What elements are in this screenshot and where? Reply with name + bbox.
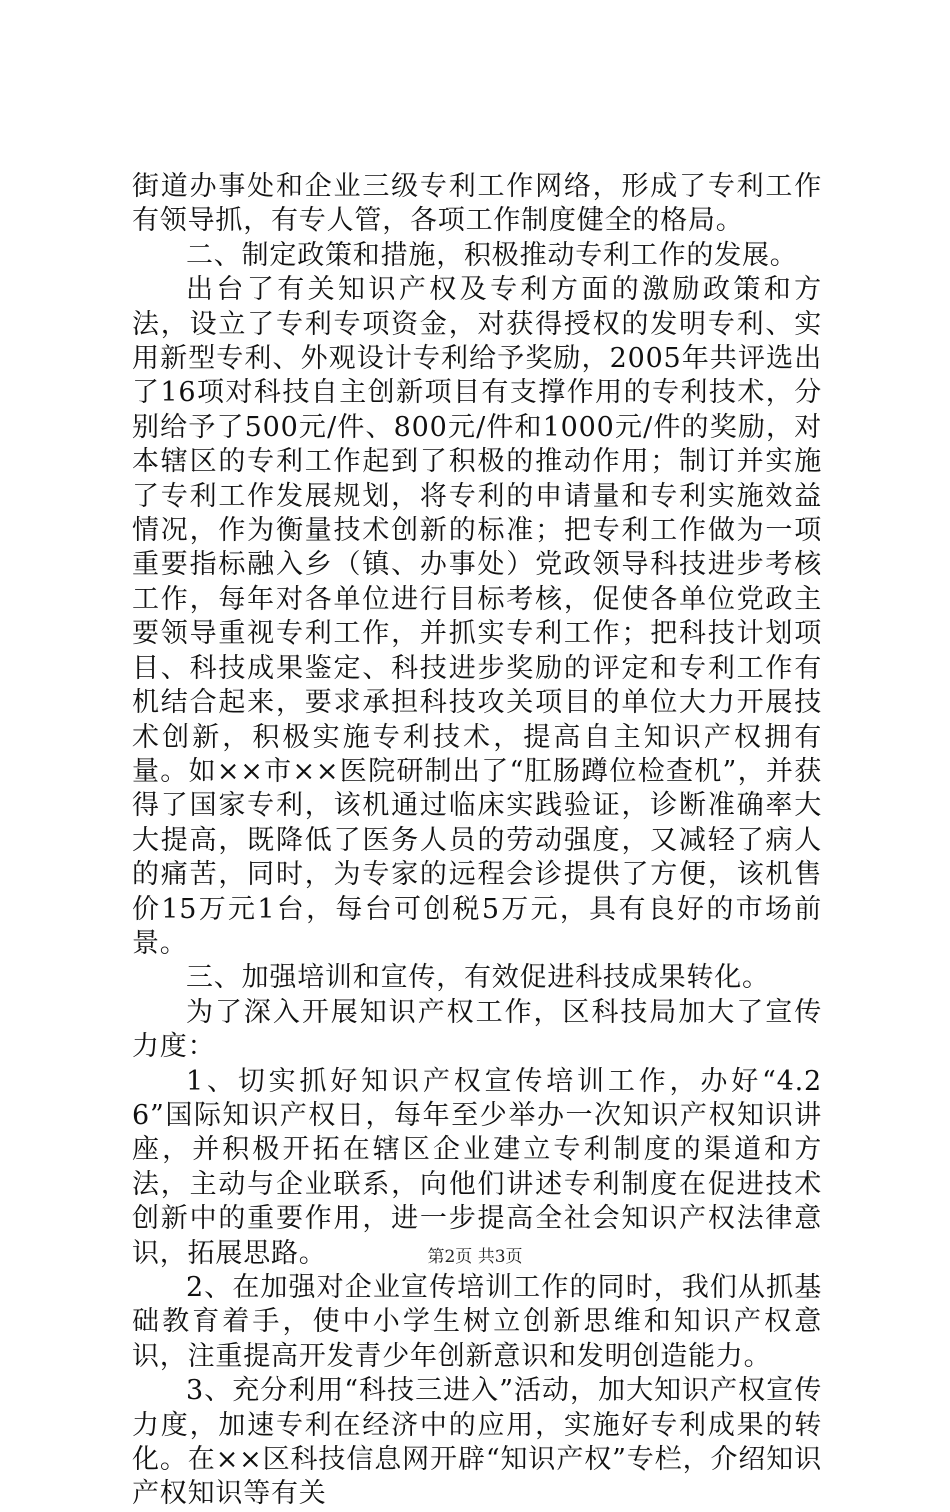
page-footer: 第2页 共3页 bbox=[427, 1247, 523, 1267]
section-heading-policy: 二、制定政策和措施，积极推动专利工作的发展。 bbox=[186, 239, 798, 271]
paragraph-publicity-intro: 为了深入开展知识产权工作，区科技局加大了宣传力度： bbox=[132, 996, 822, 1063]
paragraph-item-2: 2、在加强对企业宣传培训工作的同时，我们从抓基础教育着手，使中小学生树立创新思维和知识产权意识，注重提高开发青少年创新意识和发明创造能力。 bbox=[132, 1272, 822, 1372]
paragraph-incentive-policy: 出台了有关知识产权及专利方面的激励政策和方法，设立了专利专项资金，对获得授权的发明专利、实用新型专利、外观设计专利给予奖励，2005年共评选出了16项对科技自主创新项目有支撑作用的专利技术，分别给予了500元/件、800元/件和1000元/件的奖励，对本辖区的专利工作起到了积极的推动作用；制订并实施了专利工作发展规划，将专利的申请量和专利实施效益情况，作为衡量技术创新的标准；把专利工作做为一项重要指标融入乡（镇、办事处）党政领导科技进步考核工作，每年对各单位进行目标考核，促使各单位党政主要领导重视专利工作，并抓实专利工作；把科技计划项目、科技成果鉴定、科技进步奖励的评定和专利工作有机结合起来，要求承担科技攻关项目的单位大力开展技术创新，积极实施专利技术，提高自主知识产权拥有量。如××市××医院研制出了“肛肠蹲位检查机”，并获得了国家专利，该机通过临床实践验证，诊断准确率大大提高，既降低了医务人员的劳动强度，又减轻了病人的痛苦，同时，为专家的远程会诊提供了方便，该机售价15万元1台，每台可创税5万元，具有良好的市场前景。 bbox=[132, 274, 822, 959]
document-body bbox=[132, 170, 822, 1512]
section-heading-training: 三、加强培训和宣传，有效促进科技成果转化。 bbox=[186, 962, 770, 994]
paragraph-continuation: 街道办事处和企业三级专利工作网络，形成了专利工作有领导抓，有专人管，各项工作制度健全的格局。 bbox=[132, 171, 822, 237]
paragraph-item-1: 1、切实抓好知识产权宣传培训工作，办好“4.26”国际知识产权日，每年至少举办一次知识产权知识讲座，并积极开拓在辖区企业建立专利制度的渠道和方法，主动与企业联系，向他们讲述专利制度在促进技术创新中的重要作用，进一步提高全社会知识产权法律意识，拓展思路。 bbox=[132, 1065, 822, 1269]
paragraph-item-3: 3、充分利用“科技三进入”活动，加大知识产权宣传力度，加速专利在经济中的应用，实施好专利成果的转化。在××区科技信息网开辟“知识产权”专栏，介绍知识产权知识等有关 bbox=[132, 1375, 822, 1510]
